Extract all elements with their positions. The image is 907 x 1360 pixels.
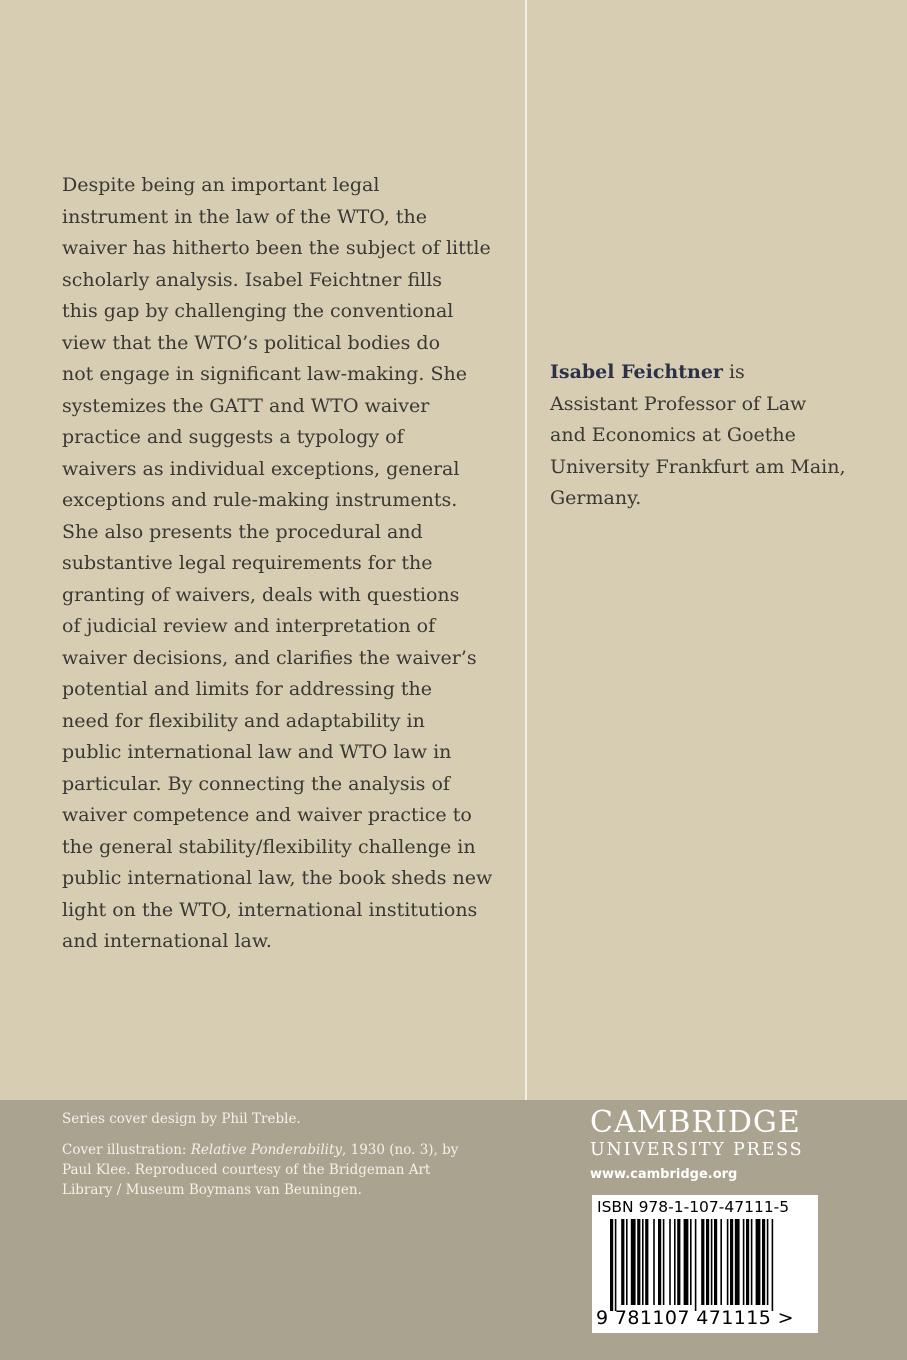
blurb-line: waivers as individual exceptions, general (62, 457, 460, 480)
barcode-bar (746, 1219, 749, 1305)
illustration-suffix: , 1930 (no. 3), by (342, 1142, 459, 1158)
barcode-bar (706, 1219, 709, 1305)
publisher-url: www.cambridge.org (590, 1167, 738, 1182)
barcode-bar (727, 1219, 729, 1305)
publisher-logo (590, 1105, 830, 1182)
blurb-line: instrument in the law of the WTO, the (62, 205, 427, 228)
barcode-bar (615, 1219, 617, 1311)
barcode-bar (751, 1219, 753, 1305)
barcode-bar (645, 1219, 648, 1305)
blurb-line: waiver decisions, and clarifies the waiver’s (62, 646, 477, 669)
cover-credits (62, 1109, 532, 1211)
barcode-bar (621, 1219, 624, 1305)
barcode-bar (701, 1219, 704, 1305)
illustration-line-2: Paul Klee. Reproduced courtesy of the Bridgeman Art (62, 1162, 431, 1178)
illustration-title: Relative Ponderability (190, 1142, 343, 1158)
barcode-bar (720, 1219, 722, 1305)
blurb-line: systemizes the GATT and WTO waiver (62, 394, 430, 417)
blurb-line: potential and limits for addressing the (62, 678, 433, 700)
barcode-bar (711, 1219, 713, 1305)
barcode-bar (626, 1219, 628, 1305)
blurb-line: public international law and WTO law in (62, 741, 452, 763)
barcode-bar (663, 1219, 665, 1305)
illustration-prefix: Cover illustration: (62, 1142, 191, 1158)
bio-first-line-rest: is (722, 361, 745, 383)
blurb-line: need for flexibility and adaptability in (62, 709, 425, 732)
column-divider (525, 0, 527, 1100)
book-blurb (62, 170, 502, 958)
blurb-line: and international law. (62, 930, 272, 952)
blurb-line: public international law, the book sheds new (62, 867, 493, 889)
blurb-line: not engage in significant law-making. She (62, 363, 467, 385)
barcode-bar (642, 1219, 644, 1305)
barcode-bar (610, 1219, 613, 1311)
bio-line: Germany. (550, 487, 642, 509)
blurb-line: exceptions and rule-making instruments. (62, 489, 458, 511)
publisher-subname: UNIVERSITY PRESS (590, 1140, 804, 1160)
barcode-bar (684, 1219, 689, 1305)
barcode-bar (714, 1219, 717, 1305)
bio-first-line (550, 357, 870, 389)
blurb-line: waiver has hitherto been the subject of little (62, 237, 491, 259)
blurb-line: this gap by challenging the conventional (62, 300, 454, 322)
blurb-line: of judicial review and interpretation of (62, 615, 436, 637)
bio-line: University Frankfurt am Main, (550, 455, 846, 478)
barcode-bar (695, 1219, 697, 1311)
blurb-line: She also presents the procedural and (62, 520, 423, 543)
blurb-line: view that the WTO’s political bodies do (62, 331, 441, 354)
blurb-line: granting of waivers, deals with questions (62, 583, 460, 606)
publisher-name: CAMBRIDGE (590, 1105, 801, 1140)
illustration-line-3: Library / Museum Boymans van Beuningen. (62, 1182, 362, 1198)
barcode-bar (730, 1219, 733, 1305)
isbn-text: ISBN 978-1-107-47111-5 (597, 1198, 790, 1216)
barcode-bar (735, 1219, 740, 1305)
barcode-bar (677, 1219, 680, 1305)
barcode-bar (669, 1219, 671, 1305)
illustration-credit (62, 1140, 532, 1200)
barcode-bar (762, 1219, 765, 1305)
barcode-bar (772, 1219, 774, 1311)
blurb-line: the general stability/flexibility challenge in (62, 835, 476, 858)
series-design-credit: Series cover design by Phil Treble. (62, 1111, 301, 1127)
barcode-bar (658, 1219, 661, 1305)
blurb-line: substantive legal requirements for the (62, 552, 433, 574)
blurb-line: Despite being an important legal (62, 174, 380, 196)
bio-line: and Economics at Goethe (550, 424, 796, 446)
barcode-bar (637, 1219, 640, 1305)
blurb-line: scholarly analysis. Isabel Feichtner fills (62, 268, 443, 291)
barcode-bar (674, 1219, 676, 1305)
barcode-bar (631, 1219, 636, 1305)
blurb-line: practice and suggests a typology of (62, 426, 404, 448)
blurb-line: light on the WTO, international institutions (62, 898, 478, 921)
isbn-barcode (592, 1195, 818, 1333)
barcode-bar (690, 1219, 692, 1305)
blurb-line: waiver competence and waiver practice to (62, 804, 472, 826)
barcode-bar (743, 1219, 745, 1305)
barcode-bar (756, 1219, 761, 1305)
barcode-bar (767, 1219, 769, 1305)
barcode-bar (653, 1219, 655, 1305)
footer-band (0, 1100, 907, 1360)
barcode-digits: 9 781107 471115 > (596, 1307, 794, 1329)
bio-line: Assistant Professor of Law (550, 392, 807, 415)
author-bio (550, 357, 870, 515)
author-name: Isabel Feichtner (550, 361, 723, 383)
blurb-line: particular. By connecting the analysis of (62, 772, 450, 795)
